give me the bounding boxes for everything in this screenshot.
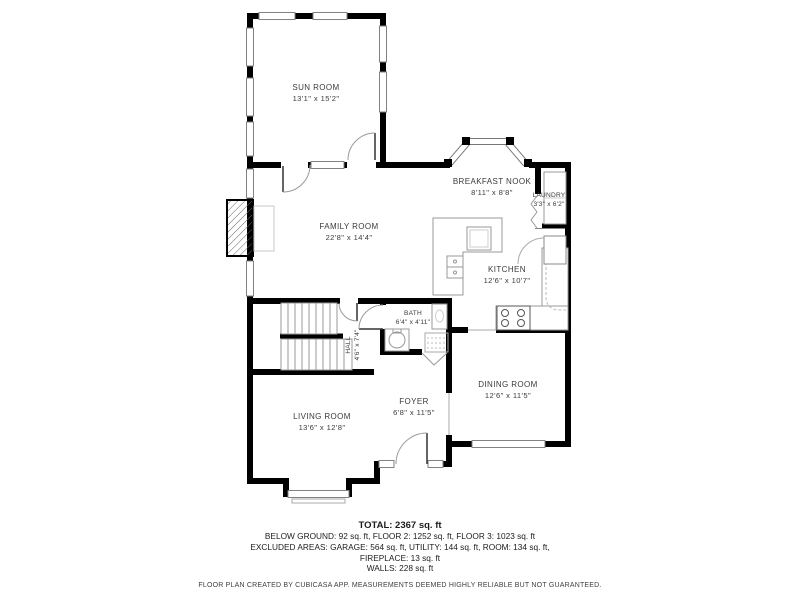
window-sunroom-right-1 (380, 26, 387, 62)
door-closet-fold (422, 353, 447, 365)
family-room-dims: 22'8" x 14'4" (325, 233, 373, 242)
foyer-dims: 6'8" x 11'5" (393, 408, 435, 417)
laundry-label: LAUNDRY (532, 192, 566, 199)
foyer-label: FOYER (399, 397, 429, 406)
family-room-label: FAMILY ROOM (319, 222, 379, 231)
window-sunroom-right-2 (380, 72, 387, 112)
windows (247, 13, 546, 504)
bath-cabinet (432, 304, 447, 329)
bath-label: BATH (404, 310, 422, 317)
window-living-bay (288, 491, 349, 498)
window-family-left-2 (247, 261, 254, 296)
living-room-label: LIVING ROOM (293, 412, 351, 421)
room-labels (292, 83, 565, 432)
kitchen-dims: 12'6" x 10'7" (483, 276, 531, 285)
closet-shelves (425, 333, 448, 352)
door-hall (339, 303, 357, 321)
laundry-dims: 3'3" x 6'2" (533, 201, 565, 208)
window-living-bay-sill (292, 499, 345, 503)
window-sunroom-top-1 (259, 13, 295, 20)
door-bath (359, 305, 383, 329)
window-sunroom-left-1 (247, 28, 254, 66)
kitchen-label: KITCHEN (488, 265, 526, 274)
bath-dims: 6'4" x 4'11" (395, 319, 431, 326)
living-room-dims: 13'6" x 12'8" (298, 423, 346, 432)
window-sunroom-top-2 (313, 13, 347, 20)
hall-label: HALL (345, 336, 352, 354)
breakfast-nook-label: BREAKFAST NOOK (452, 177, 532, 186)
breakfast-nook-dims: 8'11" x 8'8" (471, 188, 513, 197)
window-dining (472, 441, 545, 448)
excluded-area-line: EXCLUDED AREAS: GARAGE: 564 sq. ft, UTILITY: 144 sq. ft, ROOM: 134 sq. ft, (250, 541, 550, 552)
window-entry-sidelight-right (428, 461, 443, 468)
stove (497, 306, 530, 330)
kitchen-sink (447, 256, 463, 278)
fireplace-area-line: FIREPLACE: 13 sq. ft (359, 552, 441, 563)
bay-window (444, 137, 532, 167)
window-family-top (311, 162, 344, 169)
window-family-left-1 (247, 169, 254, 198)
fireplace-hearth (254, 206, 274, 251)
hall-dims: 4'6" x 7'4" (354, 329, 361, 361)
window-entry-sidelight-left (379, 461, 394, 468)
dining-room-label: DINING ROOM (478, 380, 538, 389)
disclaimer-text: FLOOR PLAN CREATED BY CUBICASA APP. MEASUREMENTS DEEMED HIGHLY RELIABLE BUT NOT GUARANTEED. (198, 582, 602, 589)
floors-area-line: BELOW GROUND: 92 sq. ft, FLOOR 2: 1252 sq. ft, FLOOR 3: 1023 sq. ft (264, 531, 536, 541)
window-sunroom-left-3 (247, 122, 254, 156)
sun-room-dims: 13'1" x 15'2" (292, 94, 340, 103)
door-sun-room (348, 133, 375, 160)
fireplace (227, 200, 274, 256)
kitchen-fixtures (433, 218, 568, 330)
total-area: TOTAL: 2367 sq. ft (358, 520, 442, 531)
area-summary (0, 520, 800, 574)
walls-area-line: WALLS: 228 sq. ft (366, 563, 434, 574)
window-sunroom-left-2 (247, 78, 254, 116)
door-family-room (283, 165, 310, 192)
sun-room-label: SUN ROOM (292, 83, 340, 92)
dining-room-dims: 12'6" x 11'5" (484, 391, 532, 400)
